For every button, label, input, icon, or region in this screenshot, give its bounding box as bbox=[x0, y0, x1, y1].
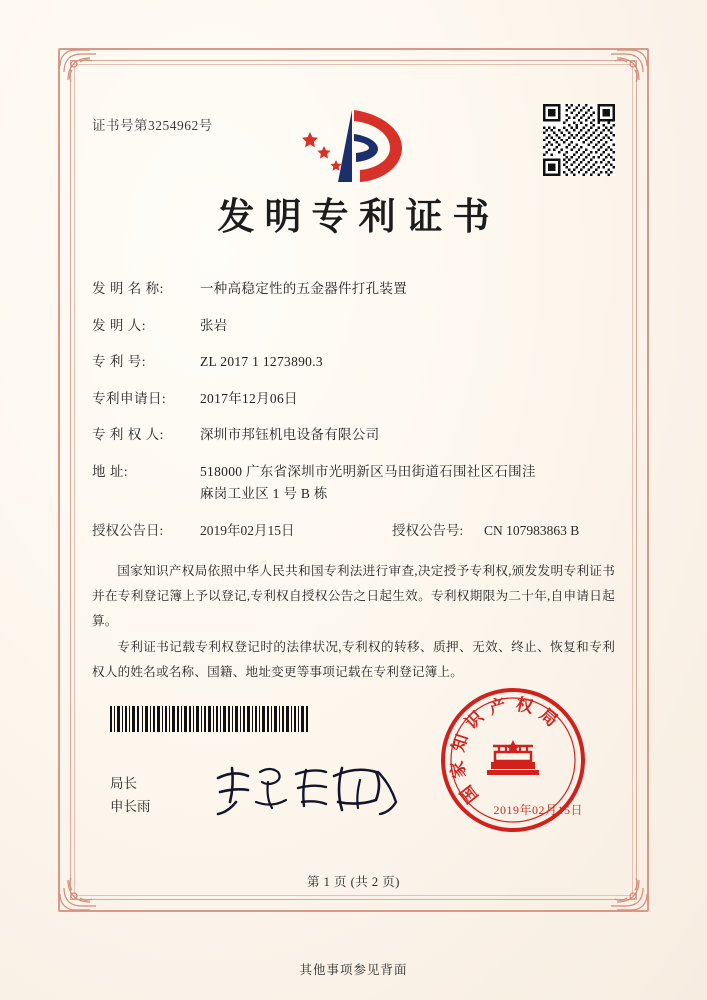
field-label: 授权公告日: bbox=[92, 522, 164, 538]
certificate-content bbox=[92, 92, 615, 889]
corner-ornament-icon bbox=[56, 46, 108, 98]
handwritten-signature bbox=[210, 758, 410, 822]
field-label: 地 址: bbox=[92, 463, 129, 479]
field-value: 张岩 bbox=[200, 317, 228, 333]
svg-text:家: 家 bbox=[447, 759, 471, 780]
field-application-date bbox=[92, 392, 615, 406]
svg-text:权: 权 bbox=[514, 694, 535, 718]
field-grant-row bbox=[92, 524, 615, 538]
director-name: 申长雨 bbox=[110, 798, 151, 814]
field-label: 专利申请日: bbox=[92, 390, 167, 406]
field-value: 2019年02月15日 bbox=[200, 522, 295, 538]
field-address bbox=[92, 465, 615, 501]
field-invention-name bbox=[92, 282, 615, 296]
address-line-1: 518000 广东省深圳市光明新区马田街道石围社区石围洼 bbox=[200, 463, 536, 479]
field-value: 深圳市邦钰机电设备有限公司 bbox=[200, 427, 380, 442]
legal-paragraph-2: 专利证书记载专利权登记时的法律状况,专利权的转移、质押、无效、终止、恢复和专利权人的姓名或名称、国籍、地址变更等事项记载在专利登记簿上。 bbox=[92, 639, 615, 679]
footer-note: 其他事项参见背面 bbox=[299, 963, 408, 977]
svg-text:识: 识 bbox=[461, 707, 488, 734]
barcode bbox=[110, 706, 308, 732]
fields-list bbox=[92, 282, 615, 537]
certificate-number: 证书号第3254962号 bbox=[92, 118, 213, 133]
field-label: 发 明 人: bbox=[92, 317, 147, 333]
field-grant-date bbox=[92, 524, 392, 538]
director-title: 局长 bbox=[110, 776, 137, 792]
field-patent-number bbox=[92, 355, 615, 369]
legal-paragraph-1: 国家知识产权局依照中华人民共和国专利法进行审查,决定授予专利权,颁发发明专利证书并在专利登记簿上予以登记,专利权自授权公告之日起生效。专利权期限为二十年,自申请日起算。 bbox=[92, 564, 615, 629]
field-label: 专 利 权 人: bbox=[92, 427, 164, 442]
field-value: 2017年12月06日 bbox=[200, 390, 298, 406]
field-value bbox=[200, 465, 615, 501]
field-grant-number bbox=[392, 524, 615, 538]
page-indicator: 第 1 页 (共 2 页) bbox=[307, 875, 400, 889]
field-label: 授权公告号: bbox=[392, 522, 464, 538]
field-label: 专 利 号: bbox=[92, 354, 147, 369]
qr-code bbox=[543, 104, 615, 176]
svg-text:产: 产 bbox=[486, 695, 509, 720]
director-block bbox=[110, 773, 151, 818]
address-line-2: 麻岗工业区 1 号 B 栋 bbox=[200, 486, 328, 501]
cnipa-logo-icon bbox=[290, 104, 418, 188]
svg-text:国: 国 bbox=[456, 781, 483, 807]
field-patentee bbox=[92, 428, 615, 442]
field-value: CN 107983863 B bbox=[484, 522, 580, 538]
corner-ornament-icon bbox=[599, 46, 651, 98]
svg-text:知: 知 bbox=[448, 731, 473, 755]
field-label: 发 明 名 称: bbox=[92, 281, 164, 296]
document-title: 发明专利证书 bbox=[217, 195, 500, 238]
field-value: 一种高稳定性的五金器件打孔装置 bbox=[200, 281, 407, 296]
field-inventor bbox=[92, 319, 615, 333]
field-value: ZL 2017 1 1273890.3 bbox=[200, 354, 323, 369]
svg-text:局: 局 bbox=[535, 704, 562, 731]
seal-date: 2019年02月15日 bbox=[493, 803, 583, 817]
